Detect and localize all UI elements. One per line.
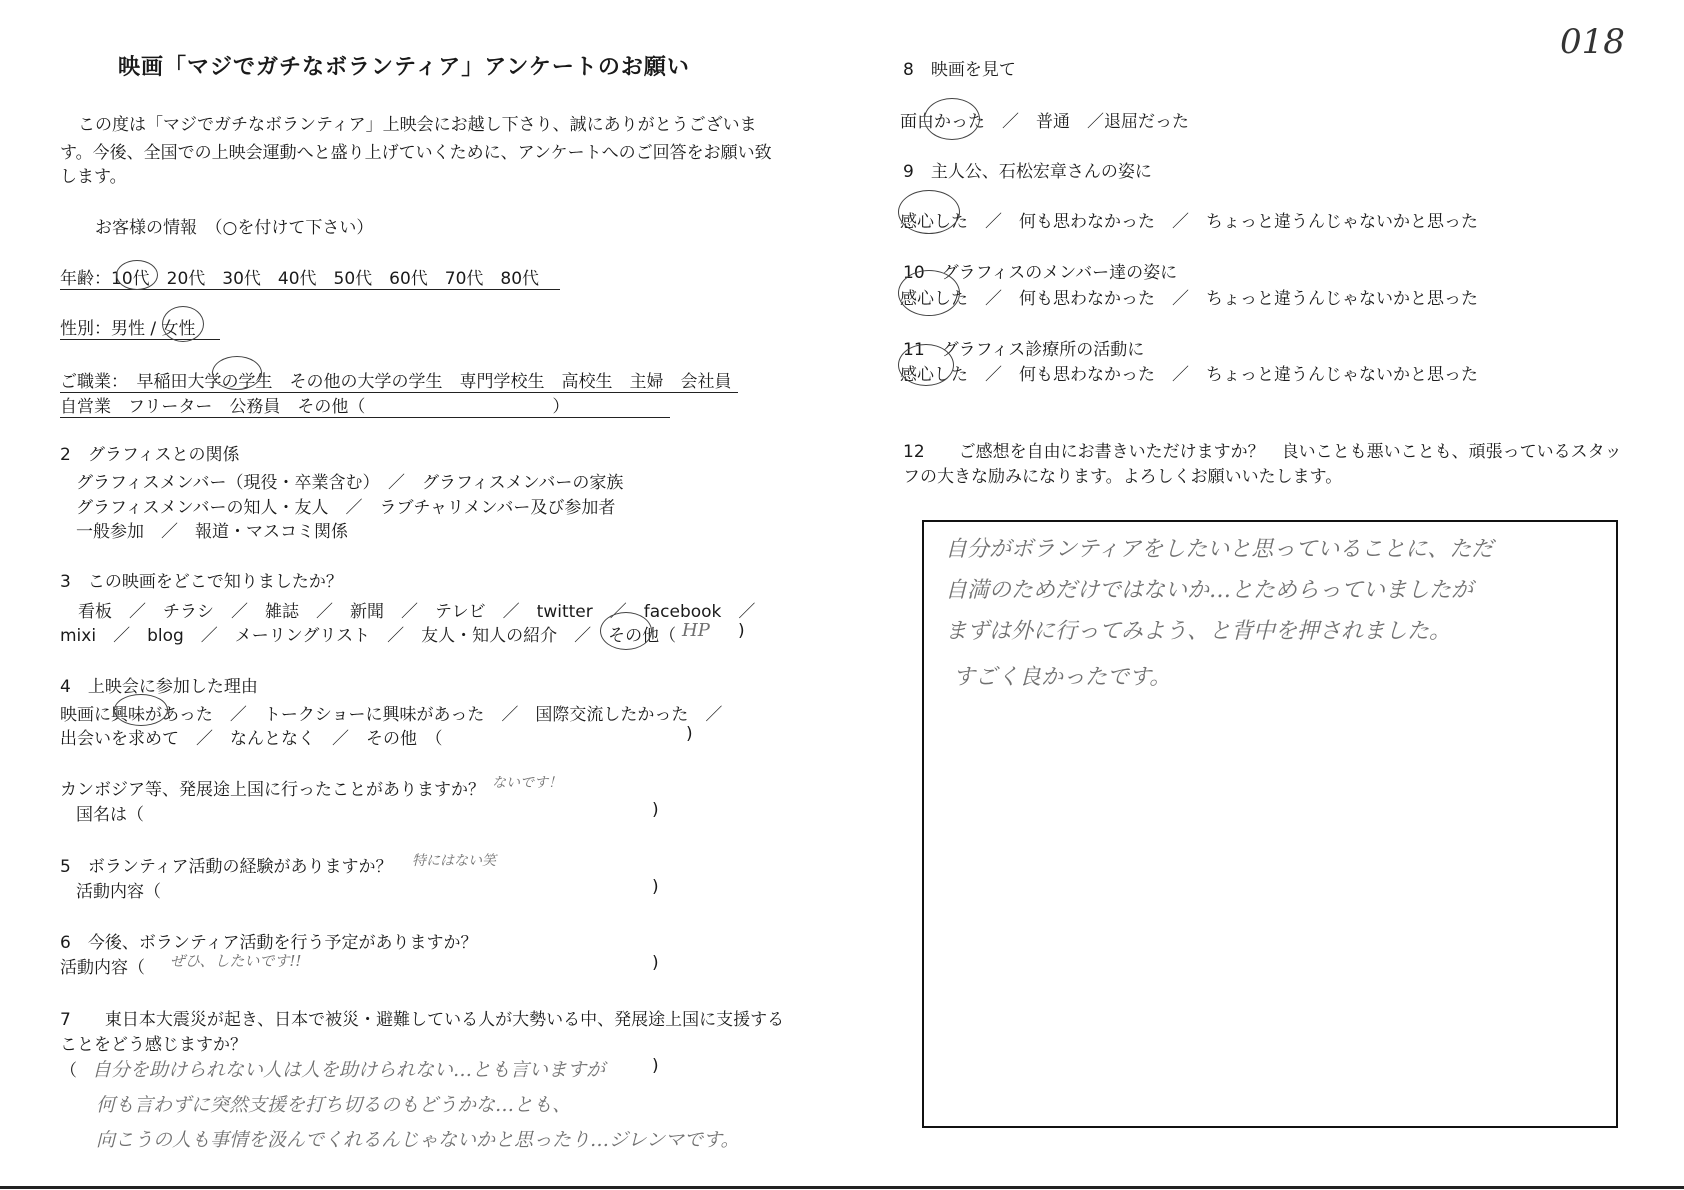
q4-selection-circle [114, 694, 168, 726]
q6-question: 6 今後、ボランティア活動を行う予定がありますか？ [60, 933, 478, 953]
age-field[interactable]: 年齢：10代 20代 30代 40代 50代 60代 70代 80代 [60, 264, 560, 290]
country-close-paren: ) [652, 800, 659, 820]
gender-selection-circle [162, 306, 204, 342]
q3-selection-circle [600, 612, 652, 650]
q3-other-answer: HP [682, 620, 710, 641]
q11-title: 11 グラフィス診療所の活動に [903, 340, 1145, 360]
q4-options-line-1[interactable]: 映画に興味があった ／ トークショーに興味があった ／ 国際交流したかった ／ [60, 705, 723, 725]
q12-question-line-1: 12 ご感想を自由にお書きいただけますか？ 良いことも悪いことも、頑張っているスタッ [903, 442, 1622, 462]
q2-option-2[interactable]: グラフィスメンバーの知人・友人 ／ ラブチャリメンバー及び参加者 [76, 498, 616, 518]
q6-label: 活動内容（ [60, 958, 145, 978]
q9-options[interactable]: 感心した ／ 何も思わなかった ／ ちょっと違うんじゃないかと思った [900, 212, 1478, 232]
q7-answer-line-2: 何も言わずに突然支援を打ち切るのもどうかな…とも、 [96, 1094, 572, 1116]
q3-title: 3 この映画をどこで知りましたか？ [60, 572, 343, 592]
q4-title: 4 上映会に参加した理由 [60, 677, 258, 697]
country-label: 国名は（ [76, 805, 144, 825]
q9-title: 9 主人公、石松宏章さんの姿に [903, 162, 1152, 182]
q5-close-paren: ) [652, 877, 659, 897]
customer-info-heading: お客様の情報 （○を付けて下さい） [95, 218, 374, 238]
q4-close-paren: ) [686, 724, 693, 744]
q8-title: 8 映画を見て [903, 60, 1016, 80]
q7-answer-line-3: 向こうの人も事情を汲んでくれるんじゃないかと思ったり…ジレンマです。 [96, 1129, 740, 1151]
page-bottom-edge [0, 1186, 1684, 1189]
intro-line-2: す。今後、全国での上映会運動へと盛り上げていくために、アンケートへのご回答をお願い致 [60, 143, 772, 163]
intro-line-1: この度は「マジでガチなボランティア」上映会にお越し下さり、誠にありがとうございま [78, 115, 757, 135]
q5-question: 5 ボランティア活動の経験がありますか？ [60, 857, 393, 877]
q7-question-line-1: 7 東日本大震災が起き、日本で被災・避難している人が大勢いる中、発展途上国に支援する [60, 1010, 785, 1030]
cambodia-answer: ないです！ [492, 775, 562, 791]
q5-label: 活動内容（ [76, 882, 161, 902]
q10-options[interactable]: 感心した ／ 何も思わなかった ／ ちょっと違うんじゃないかと思った [900, 289, 1478, 309]
q12-question-line-2: フの大きな励みになります。よろしくお願いいたします。 [903, 467, 1343, 487]
job-selection-circle [212, 356, 262, 390]
q3-close-paren: ) [738, 621, 745, 641]
q10-title: 10 グラフィスのメンバー達の姿に [903, 263, 1178, 283]
q11-selection-circle [898, 344, 954, 386]
q2-option-3[interactable]: 一般参加 ／ 報道・マスコミ関係 [76, 522, 348, 542]
q2-option-1[interactable]: グラフィスメンバー（現役・卒業含む） ／ グラフィスメンバーの家族 [76, 473, 624, 493]
q7-close-paren: ) [652, 1056, 659, 1076]
gender-field[interactable]: 性別：男性 / 女性 [60, 314, 220, 340]
q10-selection-circle [898, 270, 960, 316]
q7-answer-line-1: 自分を助けられない人は人を助けられない…とも言いますが [92, 1059, 606, 1081]
intro-line-3: します。 [60, 167, 127, 187]
job-field-line-1[interactable]: ご職業： 早稲田大学の学生 その他の大学の学生 専門学校生 高校生 主婦 会社員 [60, 367, 738, 393]
q8-selection-circle [924, 98, 980, 140]
q3-options-line-1[interactable]: 看板 ／ チラシ ／ 雑誌 ／ 新聞 ／ テレビ ／ twitter ／ facebook ／ [78, 602, 756, 622]
comment-line-4: すごく良かったです。 [953, 665, 1172, 690]
age-selection-circle [116, 260, 158, 290]
comment-line-1: 自分がボランティアをしたいと思っていることに、ただ [945, 537, 1494, 562]
q7-question-line-2: ことをどう感じますか？ [60, 1035, 247, 1055]
job-field-line-2[interactable]: 自営業 フリーター 公務員 その他（ ） [60, 392, 670, 418]
comment-line-3: まずは外に行ってみよう、と背中を押されました。 [945, 619, 1452, 644]
comment-box[interactable] [922, 520, 1618, 1128]
q11-options[interactable]: 感心した ／ 何も思わなかった ／ ちょっと違うんじゃないかと思った [900, 365, 1478, 385]
page-title: 映画「マジでガチなボランティア」アンケートのお願い [118, 55, 690, 80]
q9-selection-circle [898, 190, 960, 234]
q4-options-line-2[interactable]: 出会いを求めて ／ なんとなく ／ その他 （ [60, 729, 443, 749]
q6-answer: ぜひ、したいです!! [170, 952, 302, 970]
q5-answer: 特にはない笑 [412, 853, 496, 869]
sheet-number: 018 [1560, 22, 1625, 62]
q8-options[interactable]: 面白かった ／ 普通 ／退屈だった [900, 112, 1189, 132]
comment-line-2: 自満のためだけではないか…とためらっていましたが [945, 578, 1474, 603]
q7-open-paren: （ [60, 1061, 77, 1081]
cambodia-question: カンボジア等、発展途上国に行ったことがありますか？ [60, 780, 485, 800]
q2-title: 2 グラフィスとの関係 [60, 445, 240, 465]
q6-close-paren: ) [652, 953, 659, 973]
q3-options-line-2[interactable]: mixi ／ blog ／ メーリングリスト ／ 友人・知人の紹介 ／ その他（ [60, 626, 677, 646]
